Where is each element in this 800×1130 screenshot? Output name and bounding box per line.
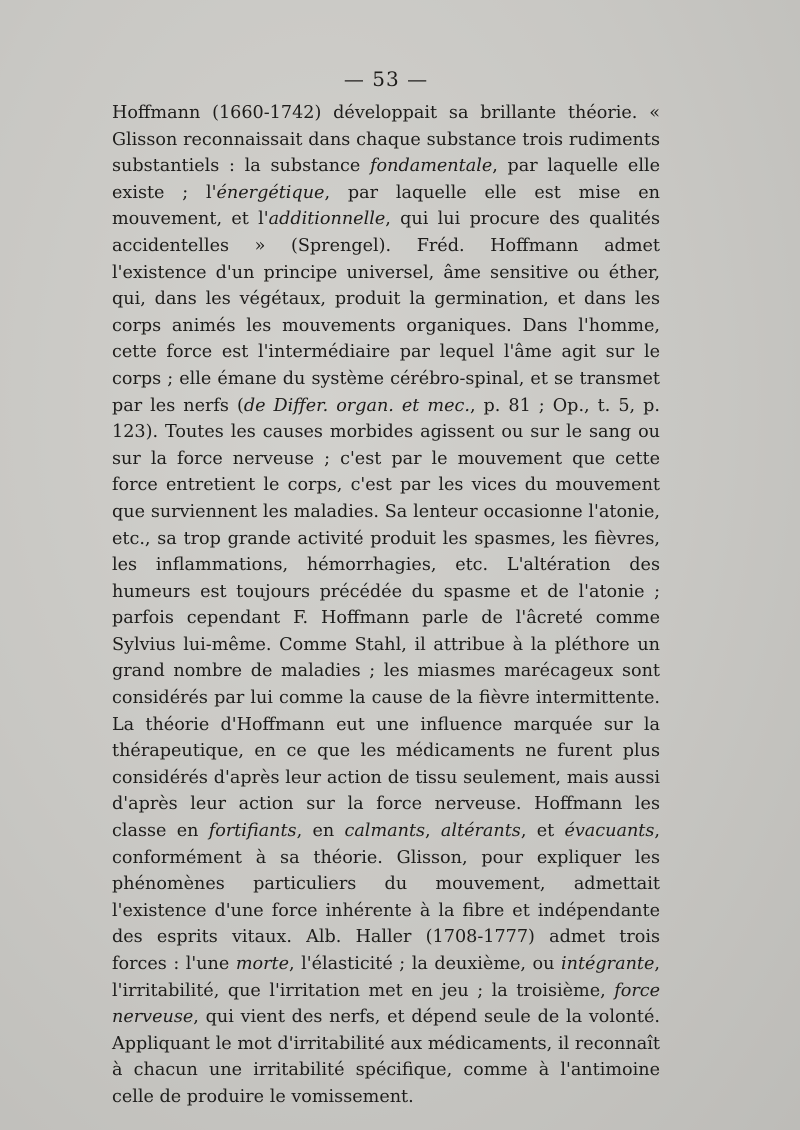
italic-run: additionnelle (268, 209, 386, 230)
text-run: Hoffmann (1660-1742) développait sa brillante théorie. « Glisson reconnaissait dans chaque substance trois rudiments substantiels : la substance (112, 103, 660, 177)
text-run: , qui vient des nerfs, et dépend seule de la volonté. Appliquant le mot d'irritabilité aux médicaments, il reconnaît à chacun une irritabilité spécifique, comme à l'antimoine celle de produire le vomissement. (112, 1007, 660, 1107)
text-run: , (425, 821, 441, 842)
paragraph (112, 100, 660, 1111)
text-run: , en (296, 821, 345, 842)
text-run: , et (520, 821, 565, 842)
italic-run: altérants (440, 821, 521, 842)
text-run: , p. 81 ; Op., t. 5, p. 123). Toutes les causes morbides agissent ou sur le sang ou sur la force nerveuse ; c'est par le mouvement que cette force entretient le corps, c'est par les vices du mouvement que surviennent les maladies. Sa lenteur occasionne l'atonie, etc., sa trop grande activité produit les spasmes, les fièvres, les inflammations, hémorrhagies, etc. L'altération des humeurs est toujours précédée du spasme et de l'atonie ; parfois cependant F. Hoffmann parle de l'âcreté comme Sylvius lui-même. Comme Stahl, il attribue à la pléthore un grand nombre de maladies ; les miasmes marécageux sont considérés par lui comme la cause de la fièvre intermittente. La théorie d'Hoffmann eut une influence marquée sur la thérapeutique, en ce que les médicaments ne furent plus considérés d'après leur action de tissu seulement, mais aussi d'après leur action sur la force nerveuse. Hoffmann les classe en (112, 395, 660, 842)
italic-run: calmants (344, 821, 426, 842)
italic-run: fortifiants (208, 821, 297, 842)
body-text (112, 100, 660, 1111)
italic-run: évacuants (564, 821, 655, 842)
italic-run: énergétique (216, 182, 325, 203)
page-number: — 53 — (343, 67, 429, 91)
italic-run: force nerveuse (112, 980, 660, 1028)
italic-run: intégrante (560, 954, 655, 974)
text-run: , qui lui procure des qualités accidentelles » (Sprengel). Fréd. Hoffmann admet l'existence d'un principe universel, âme sensitive ou éther, qui, dans les végétaux, produit la germination, et dans les corps animés les mouvements organiques. Dans l'homme, cette force est l'intermédiaire par lequel l'âme agit sur le corps ; elle émane du système cérébro-spinal, et se transmet par les nerfs ( (112, 209, 660, 416)
text-run: , par laquelle elle est mise en mouvement, et l' (112, 182, 660, 230)
text-run: , l'élasticité ; la deuxième, ou (289, 954, 561, 974)
text-run: , par laquelle elle existe ; l' (112, 156, 660, 203)
text-run: , l'irritabilité, que l'irritation met en jeu ; la troisième, (112, 954, 660, 1001)
text-run: , conformément à sa théorie. Glisson, pour expliquer les phénomènes particuliers du mouvement, admettait l'existence d'une force inhérente à la fibre et indépendante des esprits vitaux. Alb. Haller (1708-1777) admet trois forces : l'une (112, 821, 660, 974)
italic-run: de Differ. organ. et mec. (243, 395, 470, 416)
italic-run: fondamentale (370, 156, 493, 177)
book-page (112, 66, 660, 1111)
italic-run: morte (235, 954, 289, 974)
